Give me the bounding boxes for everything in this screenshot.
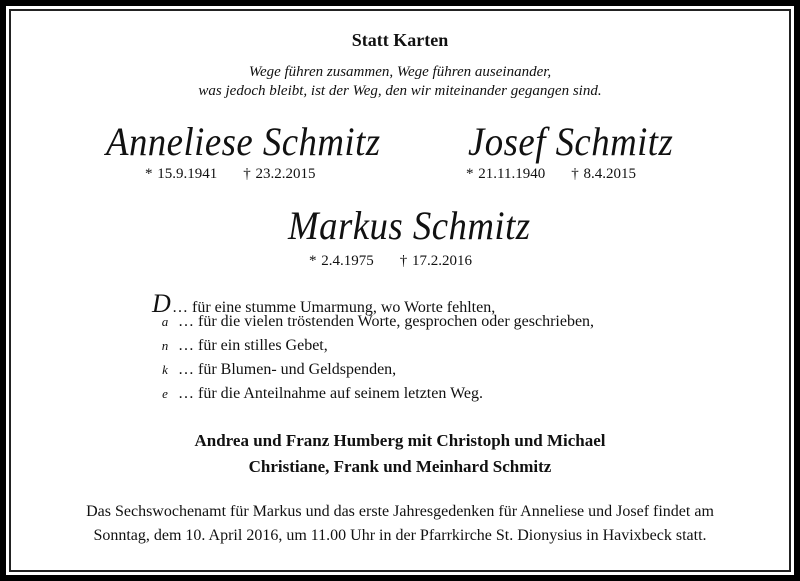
family-line-2: Christiane, Frank und Meinhard Schmitz bbox=[248, 457, 552, 476]
thanks-line bbox=[152, 361, 396, 379]
thanks-line bbox=[152, 337, 328, 355]
person-dates-anneliese bbox=[145, 166, 316, 183]
thanks-letter: n bbox=[161, 338, 169, 353]
death-date: † 17.2.2016 bbox=[399, 253, 472, 269]
person-name-markus: Markus Schmitz bbox=[288, 203, 531, 248]
family-line-1: Andrea und Franz Humberg mit Christoph und Michael bbox=[194, 431, 606, 450]
thanks-letter: e bbox=[162, 386, 168, 401]
person-dates-josef bbox=[466, 166, 636, 183]
person-dates-markus bbox=[309, 253, 472, 270]
thanks-letter: a bbox=[161, 314, 169, 329]
death-date: † 23.2.2015 bbox=[243, 166, 316, 182]
thanks-letter: k bbox=[162, 362, 168, 377]
quote-line-2: was jedoch bleibt, ist der Weg, den wir miteinander gegangen sind. bbox=[198, 83, 602, 99]
person-name-anneliese: Anneliese Schmitz bbox=[106, 119, 381, 164]
thanks-line bbox=[152, 385, 483, 403]
thanks-text: … für eine stumme Umarmung, wo Worte fehlten, bbox=[172, 299, 496, 316]
birth-date: * 2.4.1975 bbox=[309, 253, 374, 269]
thanks-text: … für die vielen tröstenden Worte, gesprochen oder geschrieben, bbox=[178, 313, 595, 330]
announcement-line-2: Sonntag, dem 10. April 2016, um 11.00 Uhr in der Pfarrkirche St. Dionysius in Havixbeck statt. bbox=[93, 527, 707, 544]
birth-date: * 15.9.1941 bbox=[145, 166, 218, 182]
thanks-line bbox=[152, 313, 594, 331]
death-date: † 8.4.2015 bbox=[571, 166, 636, 182]
person-name-josef: Josef Schmitz bbox=[468, 119, 674, 164]
obituary-notice bbox=[6, 6, 794, 575]
birth-date: * 21.11.1940 bbox=[466, 166, 546, 182]
notice-title: Statt Karten bbox=[351, 30, 449, 50]
thanks-text: … für die Anteilnahme auf seinem letzten Weg. bbox=[178, 385, 483, 402]
announcement-line-1: Das Sechswochenamt für Markus und das erste Jahresgedenken für Anneliese und Josef findet am bbox=[86, 503, 714, 520]
quote-line-1: Wege führen zusammen, Wege führen auseinander, bbox=[248, 64, 552, 80]
thanks-text: … für ein stilles Gebet, bbox=[178, 337, 328, 354]
thanks-letter: D bbox=[152, 289, 171, 318]
thanks-text: … für Blumen- und Geldspenden, bbox=[178, 361, 397, 378]
